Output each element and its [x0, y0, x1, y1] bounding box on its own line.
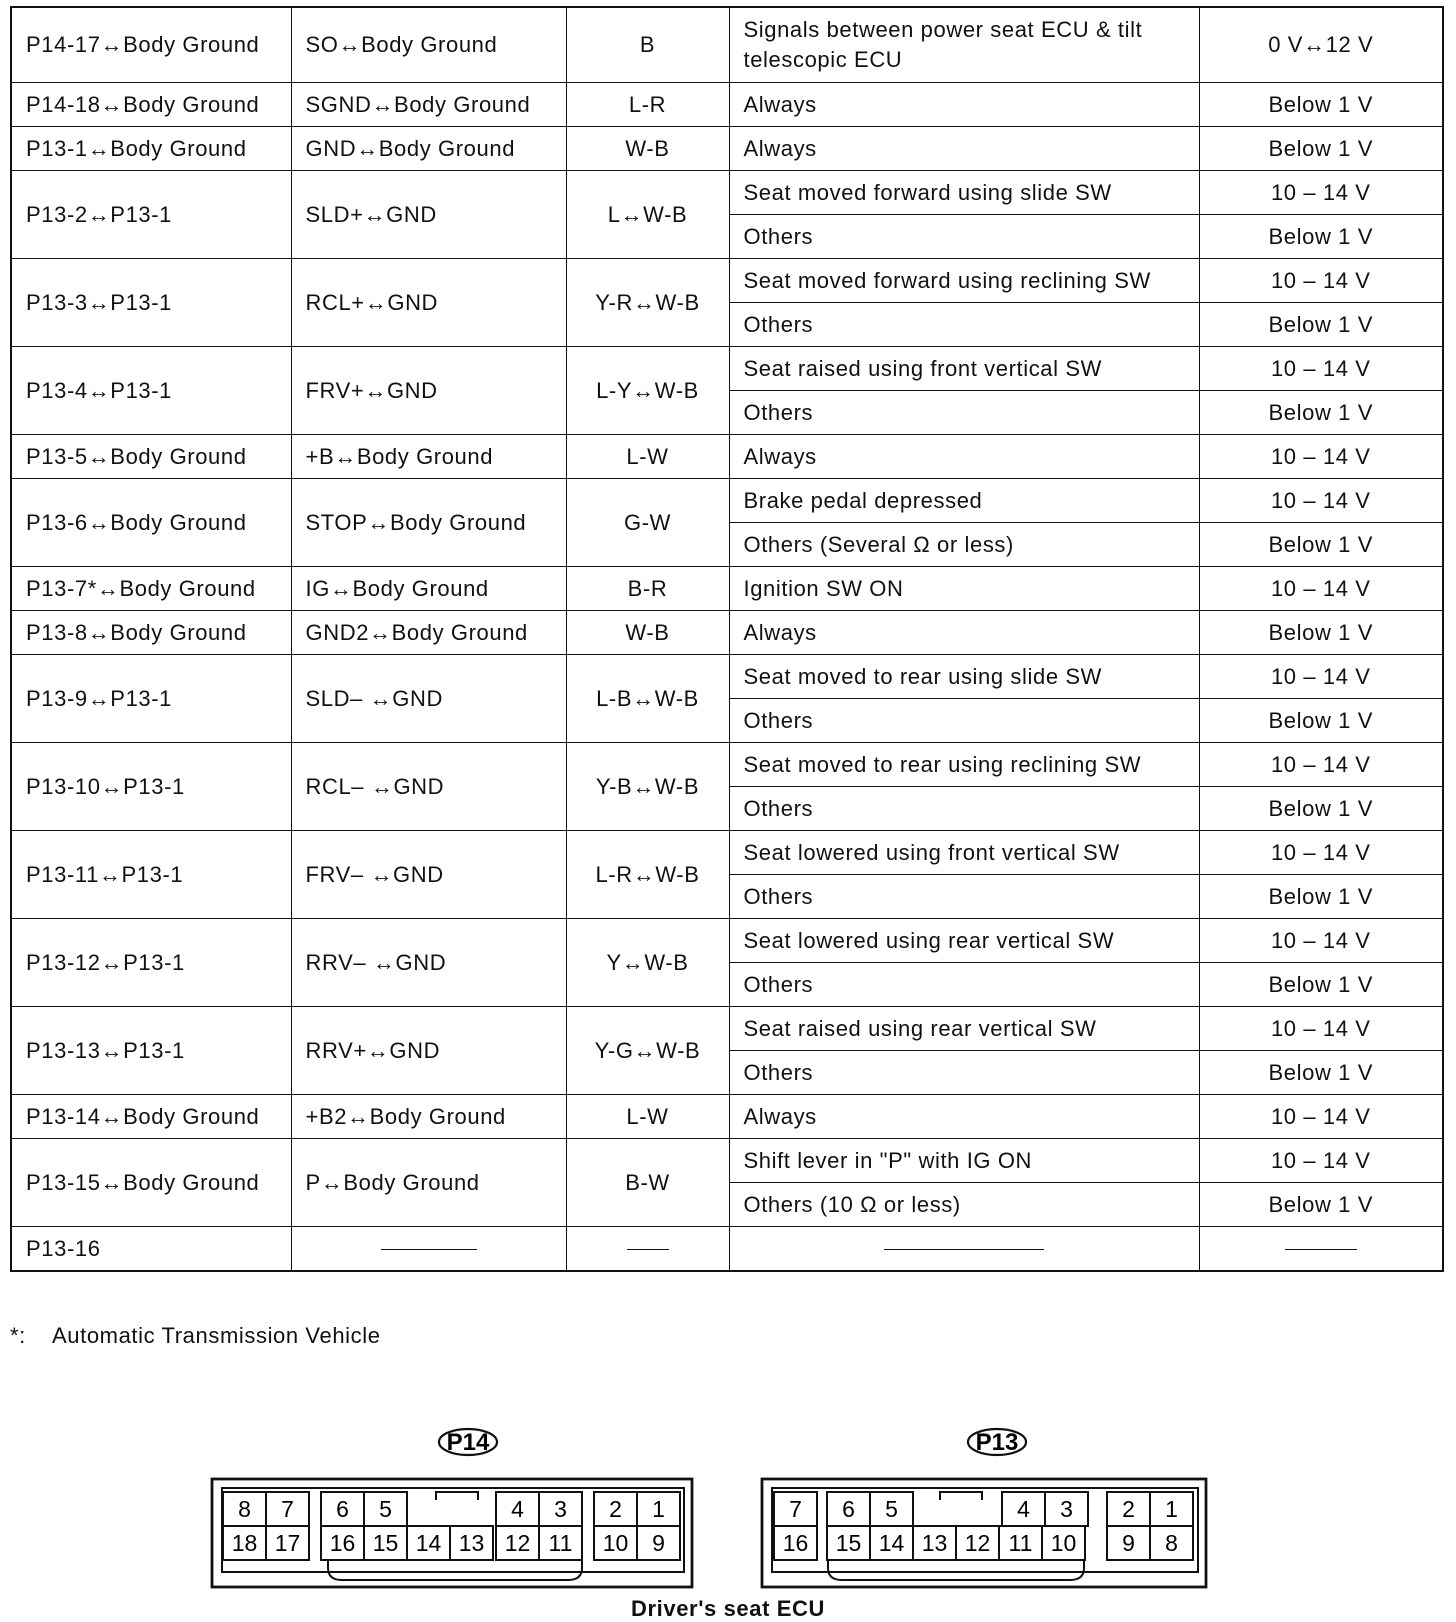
table-row: [11, 919, 1443, 963]
connector-pin-number: 7: [281, 1496, 294, 1522]
condition-cell: Brake pedal depressed: [729, 479, 1199, 523]
connector-pin-number: 5: [379, 1496, 392, 1522]
connector-pin-number: 3: [554, 1496, 567, 1522]
wire-color-cell: L↔W-B: [566, 171, 729, 259]
condition-cell: Seat raised using rear vertical SW: [729, 1007, 1199, 1051]
symbol-cell: SO↔Body Ground: [291, 7, 566, 83]
condition-cell: Signals between power seat ECU & tilt telescopic ECU: [729, 7, 1199, 83]
wire-color-cell: B: [566, 7, 729, 83]
specified-value-cell: 10 – 14 V: [1199, 171, 1443, 215]
symbol-cell: [291, 1227, 566, 1272]
specified-value-cell: 10 – 14 V: [1199, 1007, 1443, 1051]
connector-pin-number: 12: [964, 1530, 991, 1556]
specified-value-cell: 10 – 14 V: [1199, 919, 1443, 963]
connector-pin-number: 18: [231, 1530, 258, 1556]
connector-pin-number: 4: [1017, 1496, 1030, 1522]
wire-color-cell: Y-G↔W-B: [566, 1007, 729, 1095]
wire-color-cell: W-B: [566, 611, 729, 655]
connector-pin-number: 1: [1165, 1496, 1178, 1522]
condition-cell: Always: [729, 611, 1199, 655]
condition-cell: Others: [729, 391, 1199, 435]
condition-cell: Others: [729, 1051, 1199, 1095]
table-row: [11, 171, 1443, 215]
condition-cell: Others: [729, 699, 1199, 743]
condition-cell: Always: [729, 1095, 1199, 1139]
connector-p13-latch: [940, 1492, 982, 1500]
footnote-text: Automatic Transmission Vehicle: [52, 1323, 381, 1348]
terminal-cell: P13-9↔P13-1: [11, 655, 291, 743]
table-row: [11, 347, 1443, 391]
wire-color-cell: L-Y↔W-B: [566, 347, 729, 435]
terminal-cell: P14-17↔Body Ground: [11, 7, 291, 83]
specified-value-cell: 10 – 14 V: [1199, 655, 1443, 699]
terminal-cell: P13-10↔P13-1: [11, 743, 291, 831]
condition-cell: Others (Several Ω or less): [729, 523, 1199, 567]
connector-p14-diagram: [210, 1420, 710, 1590]
specified-value-cell: [1199, 1227, 1443, 1272]
symbol-cell: STOP↔Body Ground: [291, 479, 566, 567]
specified-value-cell: 10 – 14 V: [1199, 479, 1443, 523]
connector-p14-top-pins: [223, 1492, 680, 1526]
condition-cell: Seat moved forward using slide SW: [729, 171, 1199, 215]
condition-cell: Seat lowered using rear vertical SW: [729, 919, 1199, 963]
connector-pin-number: 16: [782, 1530, 809, 1556]
terminal-cell: P13-1↔Body Ground: [11, 127, 291, 171]
terminal-cell: P13-8↔Body Ground: [11, 611, 291, 655]
connector-pin-number: 9: [652, 1530, 665, 1556]
table-row: [11, 1095, 1443, 1139]
connector-pin-number: 11: [1008, 1530, 1033, 1556]
condition-cell: Always: [729, 83, 1199, 127]
connector-pin-number: 7: [789, 1496, 802, 1522]
table-row: [11, 127, 1443, 171]
connector-pin-number: 15: [372, 1530, 399, 1556]
terminal-cell: P13-4↔P13-1: [11, 347, 291, 435]
specified-value-cell: Below 1 V: [1199, 787, 1443, 831]
specified-value-cell: Below 1 V: [1199, 391, 1443, 435]
wire-color-cell: B-W: [566, 1139, 729, 1227]
table-row: [11, 83, 1443, 127]
condition-cell: Seat moved to rear using slide SW: [729, 655, 1199, 699]
wire-color-cell: L-R: [566, 83, 729, 127]
table-row: [11, 1007, 1443, 1051]
specified-value-cell: 10 – 14 V: [1199, 347, 1443, 391]
symbol-cell: SLD+↔GND: [291, 171, 566, 259]
connector-pin-number: 8: [1165, 1530, 1178, 1556]
figure-caption: Driver's seat ECU: [631, 1596, 825, 1621]
connector-pin-number: 16: [329, 1530, 356, 1556]
terminal-cell: P13-3↔P13-1: [11, 259, 291, 347]
connector-pin-number: 6: [336, 1496, 349, 1522]
terminal-cell: P13-6↔Body Ground: [11, 479, 291, 567]
connector-p14-label-badge: [439, 1429, 497, 1456]
wire-color-cell: [566, 1227, 729, 1272]
wire-color-cell: Y-B↔W-B: [566, 743, 729, 831]
terminal-cell: P13-16: [11, 1227, 291, 1272]
connector-pin-number: 1: [652, 1496, 665, 1522]
footnote-mark: *:: [10, 1323, 26, 1348]
condition-cell: Others: [729, 303, 1199, 347]
connector-p14-latch: [436, 1492, 478, 1500]
symbol-cell: IG↔Body Ground: [291, 567, 566, 611]
specified-value-cell: 10 – 14 V: [1199, 1095, 1443, 1139]
symbol-cell: P↔Body Ground: [291, 1139, 566, 1227]
connector-pin-number: 5: [885, 1496, 898, 1522]
table-row: [11, 655, 1443, 699]
terminal-cell: P13-5↔Body Ground: [11, 435, 291, 479]
connector-pin-number: 17: [274, 1530, 301, 1556]
condition-cell: Others (10 Ω or less): [729, 1183, 1199, 1227]
specified-value-cell: 0 V↔12 V: [1199, 7, 1443, 83]
connector-pin-number: 11: [548, 1530, 573, 1556]
connector-pin-number: 15: [835, 1530, 862, 1556]
connector-pin-number: 3: [1060, 1496, 1073, 1522]
blank-dash: [627, 1249, 669, 1250]
symbol-cell: RCL+↔GND: [291, 259, 566, 347]
terminal-cell: P13-7*↔Body Ground: [11, 567, 291, 611]
condition-cell: Ignition SW ON: [729, 567, 1199, 611]
terminal-cell: P13-12↔P13-1: [11, 919, 291, 1007]
connector-pin-number: 2: [1122, 1496, 1135, 1522]
condition-cell: Seat lowered using front vertical SW: [729, 831, 1199, 875]
connector-p13-label: P13: [975, 1429, 1019, 1456]
table-row: [11, 567, 1443, 611]
symbol-cell: RRV– ↔GND: [291, 919, 566, 1007]
connector-pin-number: 13: [921, 1530, 948, 1556]
symbol-cell: SGND↔Body Ground: [291, 83, 566, 127]
connector-p13-label-badge: [968, 1429, 1026, 1456]
symbol-cell: FRV– ↔GND: [291, 831, 566, 919]
table-row: [11, 1139, 1443, 1183]
connector-pin-number: 13: [458, 1530, 485, 1556]
table-row: [11, 435, 1443, 479]
specified-value-cell: Below 1 V: [1199, 875, 1443, 919]
condition-cell: Always: [729, 435, 1199, 479]
wire-color-cell: W-B: [566, 127, 729, 171]
connector-pin-number: 6: [842, 1496, 855, 1522]
symbol-cell: +B↔Body Ground: [291, 435, 566, 479]
condition-cell: [729, 1227, 1199, 1272]
condition-cell: Shift lever in "P" with IG ON: [729, 1139, 1199, 1183]
condition-cell: Others: [729, 963, 1199, 1007]
connector-p14-bottom-pins: [223, 1526, 680, 1560]
wire-color-cell: G-W: [566, 479, 729, 567]
condition-cell: Others: [729, 875, 1199, 919]
specified-value-cell: Below 1 V: [1199, 1183, 1443, 1227]
symbol-cell: SLD– ↔GND: [291, 655, 566, 743]
symbol-cell: FRV+↔GND: [291, 347, 566, 435]
condition-cell: Others: [729, 215, 1199, 259]
table-row: [11, 611, 1443, 655]
specified-value-cell: 10 – 14 V: [1199, 1139, 1443, 1183]
symbol-cell: GND↔Body Ground: [291, 127, 566, 171]
condition-cell: Others: [729, 787, 1199, 831]
connector-p13-diagram: [760, 1420, 1230, 1590]
specified-value-cell: Below 1 V: [1199, 963, 1443, 1007]
wire-color-cell: B-R: [566, 567, 729, 611]
connector-pin-number: 4: [511, 1496, 524, 1522]
table-row: [11, 7, 1443, 83]
terminal-cell: P14-18↔Body Ground: [11, 83, 291, 127]
terminal-cell: P13-14↔Body Ground: [11, 1095, 291, 1139]
symbol-cell: RCL– ↔GND: [291, 743, 566, 831]
specified-value-cell: 10 – 14 V: [1199, 435, 1443, 479]
blank-dash: [1285, 1249, 1357, 1250]
connector-pin-number: 12: [504, 1530, 531, 1556]
terminal-cell: P13-2↔P13-1: [11, 171, 291, 259]
specified-value-cell: 10 – 14 V: [1199, 831, 1443, 875]
table-row: [11, 259, 1443, 303]
wire-color-cell: L-R↔W-B: [566, 831, 729, 919]
table-row: [11, 1227, 1443, 1272]
connector-pin-number: 9: [1122, 1530, 1135, 1556]
footnote: [10, 1323, 381, 1349]
specified-value-cell: Below 1 V: [1199, 1051, 1443, 1095]
connector-pin-number: 10: [602, 1530, 629, 1556]
blank-dash: [884, 1249, 1044, 1250]
symbol-cell: +B2↔Body Ground: [291, 1095, 566, 1139]
connector-pin-number: 14: [878, 1530, 905, 1556]
condition-cell: Seat moved to rear using reclining SW: [729, 743, 1199, 787]
wire-color-cell: L-B↔W-B: [566, 655, 729, 743]
connector-p13-top-pins: [774, 1492, 1193, 1526]
condition-cell: Always: [729, 127, 1199, 171]
wire-color-cell: L-W: [566, 1095, 729, 1139]
connector-pin-number: 8: [238, 1496, 251, 1522]
table-row: [11, 743, 1443, 787]
specified-value-cell: 10 – 14 V: [1199, 259, 1443, 303]
specified-value-cell: Below 1 V: [1199, 83, 1443, 127]
terminal-spec-table: [10, 6, 1444, 1272]
specified-value-cell: Below 1 V: [1199, 611, 1443, 655]
connector-pin-number: 2: [609, 1496, 622, 1522]
terminal-cell: P13-11↔P13-1: [11, 831, 291, 919]
connector-pin-number: 14: [415, 1530, 442, 1556]
wire-color-cell: L-W: [566, 435, 729, 479]
symbol-cell: RRV+↔GND: [291, 1007, 566, 1095]
connector-pin-number: 10: [1050, 1530, 1077, 1556]
specified-value-cell: Below 1 V: [1199, 303, 1443, 347]
wire-color-cell: Y↔W-B: [566, 919, 729, 1007]
specified-value-cell: Below 1 V: [1199, 215, 1443, 259]
terminal-cell: P13-15↔Body Ground: [11, 1139, 291, 1227]
specified-value-cell: Below 1 V: [1199, 127, 1443, 171]
blank-dash: [381, 1249, 477, 1250]
table-row: [11, 831, 1443, 875]
table-row: [11, 479, 1443, 523]
specified-value-cell: 10 – 14 V: [1199, 567, 1443, 611]
specified-value-cell: Below 1 V: [1199, 523, 1443, 567]
terminal-cell: P13-13↔P13-1: [11, 1007, 291, 1095]
symbol-cell: GND2↔Body Ground: [291, 611, 566, 655]
specified-value-cell: 10 – 14 V: [1199, 743, 1443, 787]
specified-value-cell: Below 1 V: [1199, 699, 1443, 743]
wire-color-cell: Y-R↔W-B: [566, 259, 729, 347]
connector-p13-bottom-pins: [774, 1526, 1193, 1560]
condition-cell: Seat moved forward using reclining SW: [729, 259, 1199, 303]
condition-cell: Seat raised using front vertical SW: [729, 347, 1199, 391]
connector-p14-label: P14: [446, 1429, 490, 1456]
